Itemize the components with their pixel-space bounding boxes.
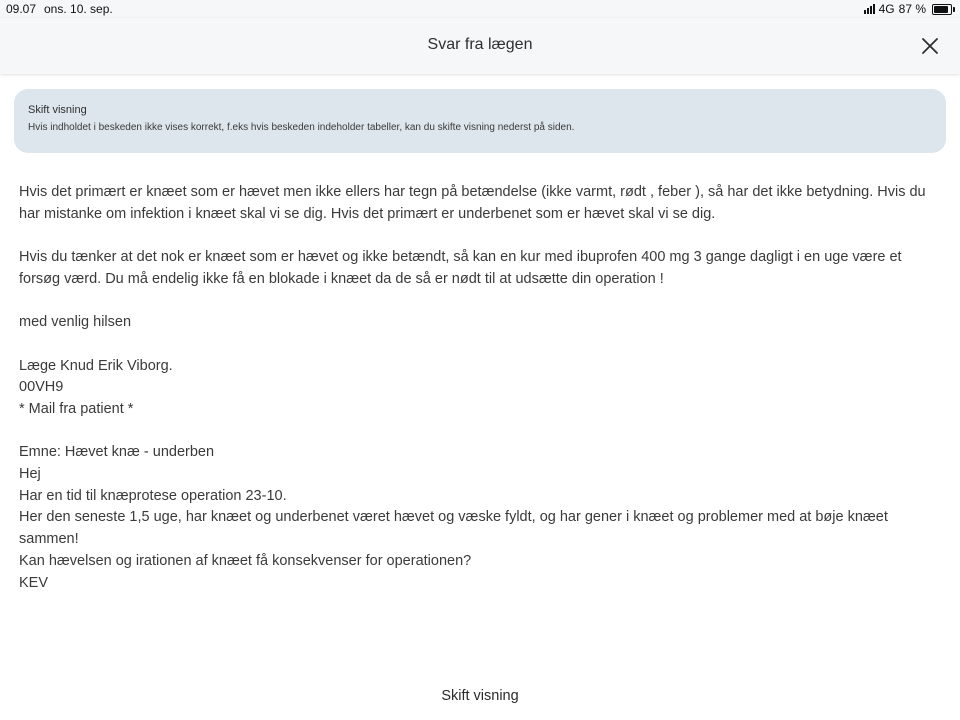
status-time: 09.07 xyxy=(6,2,37,16)
signal-icon xyxy=(864,4,875,14)
battery-fill xyxy=(934,6,948,13)
message-paragraph-1: Hvis det primært er knæet som er hævet men ikke ellers har tegn på betændelse (ikke varmt, rødt , feber ), så har det ikke betydning. Hvis du har mistanke om infektion i knæet skal vi se dig. Hvis det primært er underbenet som er hævet skal vi se dig. xyxy=(19,184,926,222)
battery-percent: 87 % xyxy=(898,2,926,16)
close-icon xyxy=(918,34,942,58)
battery-cap xyxy=(953,7,955,12)
status-date: ons. 10. sep. xyxy=(44,2,113,16)
nav-bar xyxy=(0,18,960,74)
close-button[interactable] xyxy=(918,34,942,58)
message-body xyxy=(19,182,944,594)
switch-view-button[interactable]: Skift visning xyxy=(441,688,519,704)
quoted-line-3: Kan hævelsen og irationen af knæet få konsekvenser for operationen? xyxy=(19,552,472,569)
signature-code: 00VH9 xyxy=(19,379,64,396)
info-banner-title: Skift visning xyxy=(28,104,87,116)
battery-icon xyxy=(932,4,952,15)
quoted-subject: Emne: Hævet knæ - underben xyxy=(19,444,215,461)
quoted-line-2: Her den seneste 1,5 uge, har knæet og underbenet været hævet og væske fyldt, og har gener i knæet og problemer med at bøje knæet sammen! xyxy=(19,509,888,548)
quoted-mail-header: * Mail fra patient * xyxy=(19,400,134,417)
status-indicators xyxy=(864,2,952,16)
info-banner xyxy=(14,89,946,153)
quoted-sign-off: KEV xyxy=(19,574,49,591)
quoted-line-1: Har en tid til knæprotese operation 23-10. xyxy=(19,487,287,504)
info-banner-text: Hvis indholdet i beskeden ikke vises korrekt, f.eks hvis beskeden indeholder tabeller, kan du skifte visning nederst på siden. xyxy=(28,122,575,133)
network-type: 4G xyxy=(878,2,895,16)
message-closing: med venlig hilsen xyxy=(19,314,132,331)
message-paragraph-2: Hvis du tænker at det nok er knæet som er hævet og ikke betændt, så kan en kur med ibuprofen 400 mg 3 gange dagligt i en uge være et forsøg værd. Du må endelig ikke få en blokade i knæet da de så er nødt til at udsætte din operation ! xyxy=(19,249,902,287)
page-title: Svar fra lægen xyxy=(427,36,533,53)
quoted-greeting: Hej xyxy=(19,466,41,483)
status-bar xyxy=(0,0,960,18)
signature-name: Læge Knud Erik Viborg. xyxy=(19,357,173,374)
